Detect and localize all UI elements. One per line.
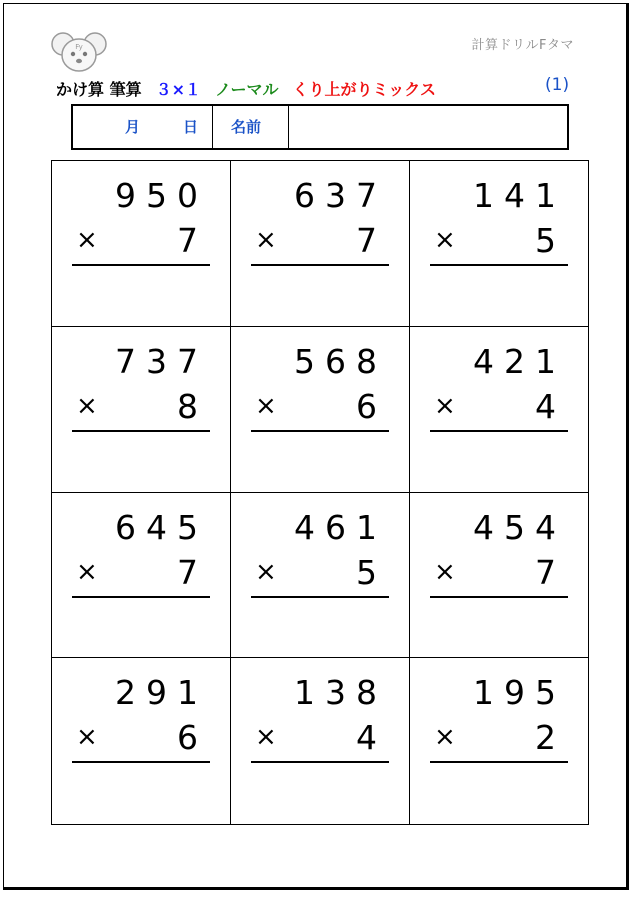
date-field[interactable] (73, 106, 213, 148)
worksheet-title (56, 77, 450, 101)
multiplicand: 461 (294, 507, 387, 547)
multiplier: 5 (356, 552, 387, 592)
multiplicand: 421 (473, 341, 566, 381)
multiplier: 6 (356, 386, 387, 426)
problem-cell[interactable] (410, 658, 588, 824)
name-field[interactable] (289, 106, 567, 148)
times-sign: × (434, 390, 456, 421)
multiplier: 4 (356, 718, 387, 758)
multiplicand: 950 (115, 176, 208, 215)
multiplier: 2 (535, 718, 566, 758)
name-label-cell (213, 106, 289, 148)
times-sign: × (76, 722, 98, 753)
answer-line (251, 264, 389, 266)
multiplicand: 737 (115, 341, 208, 381)
mouse-face-icon (50, 28, 108, 74)
multiplicand: 637 (294, 176, 387, 215)
multiplier: 7 (177, 552, 208, 592)
multiplier: 7 (535, 552, 566, 592)
title-part-digits: ３×１ (155, 80, 201, 99)
multiplicand: 291 (115, 673, 208, 713)
problem-cell[interactable] (410, 327, 588, 493)
multiplier: 8 (177, 386, 208, 426)
problem-cell[interactable] (52, 161, 231, 327)
problem-cell[interactable] (52, 658, 231, 824)
times-sign: × (255, 722, 277, 753)
problem-cell[interactable] (52, 327, 231, 493)
title-part-level: ノーマル (215, 80, 279, 99)
problem-cell[interactable] (410, 493, 588, 659)
multiplier: 7 (356, 221, 387, 260)
times-sign: × (434, 556, 456, 587)
day-label: 日 (183, 118, 199, 136)
page-number: (1) (545, 75, 570, 95)
multiplicand: 568 (294, 341, 387, 381)
problem-cell[interactable] (231, 161, 410, 327)
multiplier: 7 (177, 221, 208, 260)
name-date-box (71, 104, 569, 150)
problem-cell[interactable] (231, 493, 410, 659)
times-sign: × (76, 556, 98, 587)
multiplier: 6 (177, 718, 208, 758)
multiplier: 4 (535, 386, 566, 426)
answer-line (251, 430, 389, 432)
title-part-type: くり上がりミックス (292, 80, 437, 99)
title-part-topic: かけ算 筆算 (56, 80, 142, 99)
svg-text:Fy: Fy (75, 43, 83, 51)
answer-line (430, 596, 568, 598)
month-label: 月 (125, 118, 141, 136)
answer-line (251, 761, 389, 763)
problem-cell[interactable] (410, 161, 588, 327)
answer-line (430, 430, 568, 432)
times-sign: × (434, 225, 456, 255)
problem-cell[interactable] (52, 493, 231, 659)
times-sign: × (76, 225, 98, 255)
times-sign: × (255, 225, 277, 255)
answer-line (72, 761, 210, 763)
problem-grid (51, 160, 589, 825)
multiplicand: 454 (473, 507, 566, 547)
answer-line (72, 430, 210, 432)
times-sign: × (255, 390, 277, 421)
answer-line (430, 761, 568, 763)
multiplicand: 141 (473, 176, 566, 215)
answer-line (72, 264, 210, 266)
multiplicand: 645 (115, 507, 208, 547)
multiplicand: 195 (473, 673, 566, 713)
multiplier: 5 (535, 221, 566, 260)
times-sign: × (255, 556, 277, 587)
name-label: 名前 (231, 118, 262, 136)
problem-cell[interactable] (231, 658, 410, 824)
answer-line (72, 596, 210, 598)
answer-line (430, 264, 568, 266)
times-sign: × (76, 390, 98, 421)
answer-line (251, 596, 389, 598)
worksheet-page (3, 3, 629, 890)
multiplicand: 138 (294, 673, 387, 713)
problem-cell[interactable] (231, 327, 410, 493)
times-sign: × (434, 722, 456, 753)
brand-label: 計算ドリルFタマ (471, 38, 574, 53)
